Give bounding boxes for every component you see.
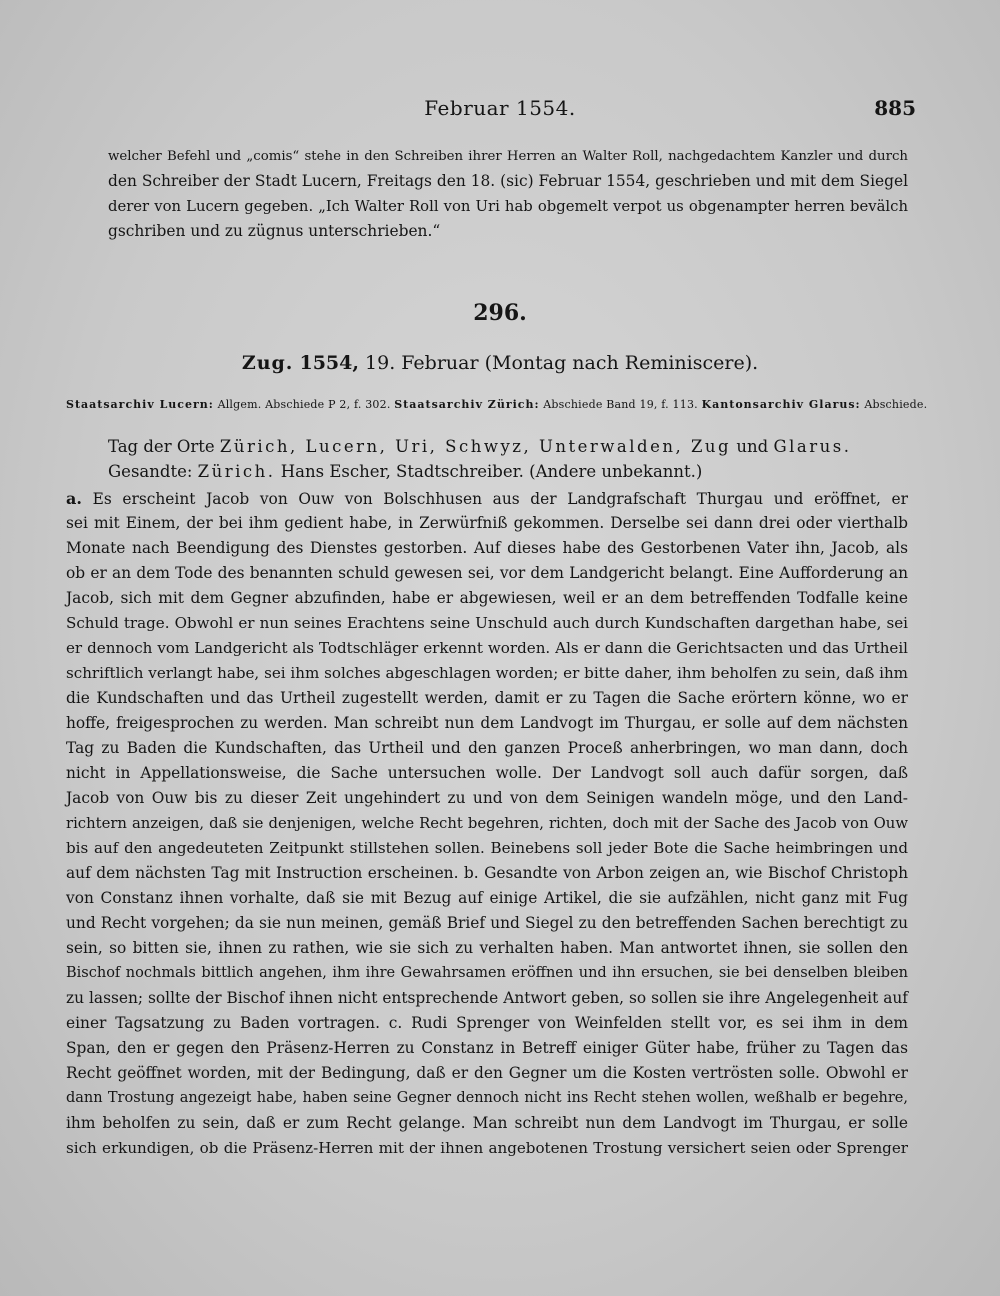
running-title: Februar 1554. bbox=[424, 96, 576, 120]
text-line: ihm beholfen zu sein, daß er zum Recht gelange. Man schreibt nun dem Landvogt im Thurgau, er solle bbox=[66, 1114, 908, 1132]
archive-reference: Abschiede. bbox=[864, 398, 928, 411]
text-line: dann Trostung angezeigt habe, haben seine Gegner dennoch nicht ins Recht stehen wollen, weßhalb er begehre, bbox=[66, 1090, 908, 1106]
tag-orte: Zürich, Lucern, Uri, Schwyz, Unterwalden, Zug bbox=[219, 437, 732, 456]
tag-und: und bbox=[736, 437, 769, 456]
tag-line bbox=[108, 434, 868, 459]
page-number: 885 bbox=[874, 96, 916, 120]
text-line: gschriben und zu zügnus unterschrieben.“ bbox=[108, 222, 441, 240]
text-line: Bischof nochmals bittlich angehen, ihm ihre Gewahrsamen eröffnen und ihn ersuchen, sie bei denselben bleiben bbox=[66, 965, 908, 981]
text-line: auf dem nächsten Tag mit Instruction erscheinen. b. Gesandte von Arbon zeigen an, wie Bischof Christoph bbox=[66, 864, 908, 882]
section-heading bbox=[0, 352, 1000, 374]
main-text bbox=[66, 486, 908, 1161]
intro-paragraph bbox=[108, 144, 908, 244]
text-line bbox=[66, 486, 908, 511]
paragraph-marker: a. bbox=[66, 489, 82, 508]
page-header bbox=[0, 96, 1000, 130]
text-line: Jacob, sich mit dem Gegner abzufinden, habe er abgewiesen, weil er an dem betreffenden Todfalle keine bbox=[66, 589, 908, 607]
gesandte-prefix: Gesandte: bbox=[108, 462, 193, 481]
text-line: sei mit Einem, der bei ihm gedient habe, in Zerwürfniß gekommen. Derselbe sei dann drei oder vierthalb bbox=[66, 514, 908, 532]
text-line: bis auf den angedeuteten Zeitpunkt stillstehen sollen. Beinebens soll jeder Bote die Sache heimbringen und bbox=[66, 839, 908, 857]
heading-date: 19. Februar (Montag nach Reminiscere). bbox=[365, 352, 759, 374]
text-line: welcher Befehl und „comis“ stehe in den Schreiben ihrer Herren an Walter Roll, nachgedachtem Kanzler und durch bbox=[108, 149, 908, 164]
text-line: sein, so bitten sie, ihnen zu rathen, wie sie sich zu verhalten haben. Man antwortet ihnen, sie sollen den bbox=[66, 939, 908, 957]
text-line: er dennoch vom Landgericht als Todtschläger erkennt worden. Als er dann die Gerichtsacten und das Urtheil bbox=[66, 639, 908, 657]
text-line: Tag zu Baden die Kundschaften, das Urtheil und den ganzen Proceß anherbringen, wo man dann, doch bbox=[66, 739, 908, 757]
text-line: die Kundschaften und das Urtheil zugestellt werden, damit er zu Tagen die Sache erörtern könne, wo er bbox=[66, 689, 908, 707]
text-line: hoffe, freigesprochen zu werden. Man schreibt nun dem Landvogt im Thurgau, er solle auf dem nächsten bbox=[66, 714, 908, 732]
archive-name: Staatsarchiv Zürich: bbox=[394, 398, 540, 411]
attendance-block bbox=[108, 434, 868, 484]
archive-sources bbox=[66, 398, 928, 411]
tag-glarus: Glarus. bbox=[773, 437, 852, 456]
text-line: und Recht vorgehen; da sie nun meinen, gemäß Brief und Siegel zu den betreffenden Sachen berechtigt zu bbox=[66, 914, 908, 932]
archive-reference: Allgem. Abschiede P 2, f. 302. bbox=[217, 398, 391, 411]
gesandte-line bbox=[108, 459, 868, 484]
text-line: Recht geöffnet worden, mit der Bedingung, daß er den Gegner um die Kosten vertrösten solle. Obwohl er bbox=[66, 1064, 908, 1082]
heading-place: Zug. bbox=[241, 352, 294, 374]
gesandte-ort: Zürich. bbox=[197, 462, 276, 481]
text-line: derer von Lucern gegeben. „Ich Walter Roll von Uri hab obgemelt verpot us obgenampter herren bevälch bbox=[108, 198, 908, 215]
text-line: Span, den er gegen den Präsenz-Herren zu Constanz in Betreff einiger Güter habe, früher zu Tagen das bbox=[66, 1039, 908, 1057]
tag-prefix: Tag der Orte bbox=[108, 437, 215, 456]
text-line: zu lassen; sollte der Bischof ihnen nicht entsprechende Antwort geben, so sollen sie ihre Angelegenheit auf bbox=[66, 989, 908, 1007]
archive-name: Staatsarchiv Lucern: bbox=[66, 398, 214, 411]
text-line: Schuld trage. Obwohl er nun seines Erachtens seine Unschuld auch durch Kundschaften dargethan habe, sei bbox=[66, 614, 908, 632]
text-line: Jacob von Ouw bis zu dieser Zeit ungehindert zu und von dem Seinigen wandeln möge, und den Land- bbox=[66, 789, 908, 807]
text-line: einer Tagsatzung zu Baden vortragen. c. Rudi Sprenger von Weinfelden stellt vor, es sei ihm in dem bbox=[66, 1014, 908, 1032]
text-line: von Constanz ihnen vorhalte, daß sie mit Bezug auf einige Artikel, die sie aufzählen, nicht ganz mit Fug bbox=[66, 889, 908, 907]
text-line: richtern anzeigen, daß sie denjenigen, welche Recht begehren, richten, doch mit der Sache des Jacob von Ouw bbox=[66, 815, 908, 832]
text-line: schriftlich verlangt habe, sei ihm solches abgeschlagen worden; er bitte daher, ihm beholfen zu sein, daß ihm bbox=[66, 664, 908, 682]
section-number: 296. bbox=[473, 300, 527, 326]
archive-name: Kantonsarchiv Glarus: bbox=[701, 398, 861, 411]
text-line: Monate nach Beendigung des Dienstes gestorben. Auf dieses habe des Gestorbenen Vater ihn, Jacob, als bbox=[66, 539, 908, 557]
text-line: den Schreiber der Stadt Lucern, Freitags den 18. (sic) Februar 1554, geschrieben und mit dem Siegel bbox=[108, 172, 908, 190]
gesandte-rest: Hans Escher, Stadtschreiber. (Andere unbekannt.) bbox=[280, 462, 703, 481]
line-text: Es erscheint Jacob von Ouw von Bolschhusen aus der Landgrafschaft Thurgau und eröffnet, er bbox=[92, 490, 908, 508]
archive-reference: Abschiede Band 19, f. 113. bbox=[543, 398, 698, 411]
text-line: ob er an dem Tode des benannten schuld gewesen sei, vor dem Landgericht belangt. Eine Aufforderung an bbox=[66, 564, 908, 582]
text-line: sich erkundigen, ob die Präsenz-Herren mit der ihnen angebotenen Trostung versichert seien oder Sprenger bbox=[66, 1139, 908, 1157]
text-line: nicht in Appellationsweise, die Sache untersuchen wolle. Der Landvogt soll auch dafür sorgen, daß bbox=[66, 764, 908, 782]
heading-year: 1554, bbox=[299, 352, 359, 374]
